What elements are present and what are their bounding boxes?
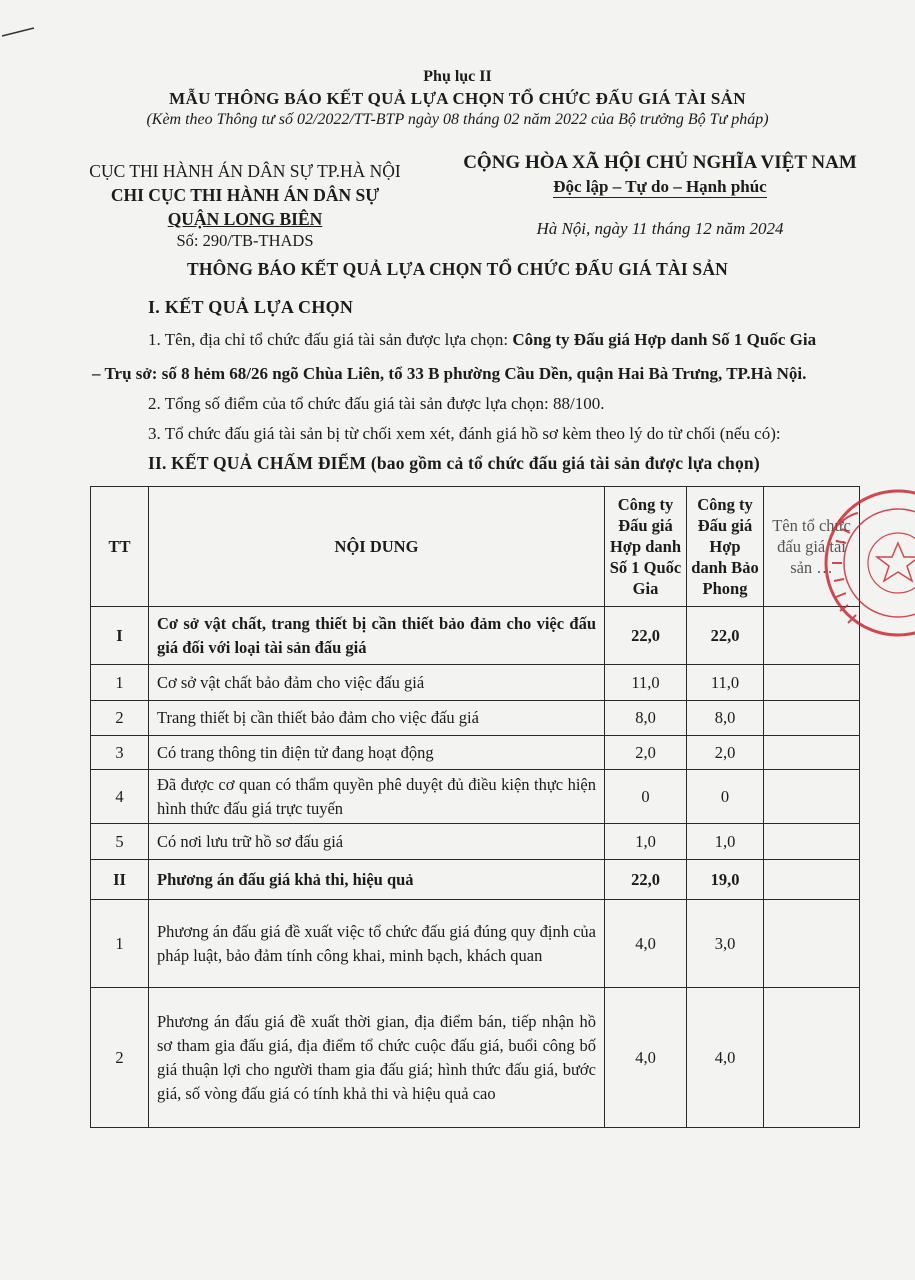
row-score-org-2: 19,0: [687, 860, 764, 900]
attached-note: (Kèm theo Thông tư số 02/2022/TT-BTP ngày 08 tháng 02 năm 2022 của Bộ trưởng Bộ Tư pháp): [146, 111, 769, 128]
table-row: [91, 860, 860, 900]
row-score-org-3: [764, 665, 860, 701]
issuer-line-2: CHI CỤC THI HÀNH ÁN DÂN SỰ: [110, 185, 380, 205]
document-number: Số: 290/TB-THADS: [176, 231, 314, 250]
row-score-org-1: 8,0: [605, 701, 687, 736]
nation-motto: [440, 177, 880, 197]
row-score-org-1: 22,0: [605, 607, 687, 665]
item-1-address: – Trụ sở: số 8 hẻm 68/26 ngõ Chùa Liên, tổ 33 B phường Cầu Dền, quận Hai Bà Trưng, TP.Hà Nội.: [92, 364, 807, 383]
section-2-heading: II. KẾT QUẢ CHẤM ĐIỂM (bao gồm cả tổ chức đấu giá tài sản được lựa chọn): [148, 453, 760, 473]
official-seal-icon: [818, 485, 915, 645]
row-score-org-2: 11,0: [687, 665, 764, 701]
item-3: 3. Tổ chức đấu giá tài sản bị từ chối xem xét, đánh giá hồ sơ kèm theo lý do từ chối (nếu có):: [148, 424, 781, 443]
table-row: [91, 900, 860, 988]
table-row: [91, 824, 860, 860]
row-content: Trang thiết bị cần thiết bảo đảm cho việc đấu giá: [149, 701, 605, 736]
row-score-org-2: 22,0: [687, 607, 764, 665]
row-tt: 2: [91, 701, 149, 736]
header-org-2: Công ty Đấu giá Hợp danh Bảo Phong: [687, 487, 764, 607]
row-score-org-1: 0: [605, 770, 687, 824]
row-score-org-1: 1,0: [605, 824, 687, 860]
row-score-org-2: 3,0: [687, 900, 764, 988]
row-score-org-3: [764, 824, 860, 860]
row-content: Có trang thông tin điện tử đang hoạt động: [149, 736, 605, 770]
item-1: [148, 328, 868, 352]
row-content: Cơ sở vật chất, trang thiết bị cần thiết bảo đảm cho việc đấu giá đối với loại tài sản đấu giá: [149, 607, 605, 665]
row-tt: II: [91, 860, 149, 900]
row-score-org-3: [764, 900, 860, 988]
item-1-org-name: Công ty Đấu giá Hợp danh Số 1 Quốc Gia: [512, 330, 817, 349]
appendix-label: Phụ lục II: [423, 68, 492, 85]
item-2: 2. Tổng số điểm của tổ chức đấu giá tài sản được lựa chọn: 88/100.: [148, 394, 605, 413]
table-row: [91, 988, 860, 1128]
row-score-org-3: [764, 988, 860, 1128]
table-row: [91, 770, 860, 824]
header-org-1: Công ty Đấu giá Hợp danh Số 1 Quốc Gia: [605, 487, 687, 607]
row-score-org-2: 2,0: [687, 736, 764, 770]
row-content: Phương án đấu giá đề xuất việc tổ chức đấu giá đúng quy định của pháp luật, bảo đảm tính công khai, minh bạch, khách quan: [149, 900, 605, 988]
row-tt: 3: [91, 736, 149, 770]
row-score-org-2: 1,0: [687, 824, 764, 860]
row-score-org-1: 22,0: [605, 860, 687, 900]
row-content: Đã được cơ quan có thẩm quyền phê duyệt đủ điều kiện thực hiện hình thức đấu giá trực tuyến: [149, 770, 605, 824]
nation-name: CỘNG HÒA XÃ HỘI CHỦ NGHĨA VIỆT NAM: [463, 152, 857, 173]
table-row: [91, 701, 860, 736]
row-tt: 1: [91, 900, 149, 988]
place-date: Hà Nội, ngày 11 tháng 12 năm 2024: [536, 219, 784, 238]
row-score-org-3: [764, 860, 860, 900]
row-tt: 2: [91, 988, 149, 1128]
row-score-org-2: 4,0: [687, 988, 764, 1128]
form-title: MẪU THÔNG BÁO KẾT QUẢ LỰA CHỌN TỔ CHỨC ĐẤU GIÁ TÀI SẢN: [169, 89, 746, 108]
issuer-line-3: [60, 209, 430, 230]
header-tt: TT: [91, 487, 149, 607]
row-tt: 1: [91, 665, 149, 701]
item-1-prefix: 1. Tên, địa chỉ tổ chức đấu giá tài sản được lựa chọn:: [148, 330, 513, 349]
issuer-line-1: CỤC THI HÀNH ÁN DÂN SỰ TP.HÀ NỘI: [89, 161, 401, 181]
nation-motto-text: Độc lập – Tự do – Hạnh phúc: [553, 177, 767, 196]
row-content: Phương án đấu giá khả thi, hiệu quả: [149, 860, 605, 900]
row-score-org-1: 11,0: [605, 665, 687, 701]
pen-mark: [0, 24, 40, 40]
section-1-heading: I. KẾT QUẢ LỰA CHỌN: [148, 297, 354, 317]
header-org-3: Tên tổ chức đấu giá tài sản …: [764, 487, 860, 607]
row-content: Có nơi lưu trữ hồ sơ đấu giá: [149, 824, 605, 860]
row-score-org-3: [764, 770, 860, 824]
row-tt: 5: [91, 824, 149, 860]
issuer-line-3-text: QUẬN LONG BIÊN: [167, 209, 323, 229]
row-score-org-1: 4,0: [605, 900, 687, 988]
row-score-org-3: [764, 701, 860, 736]
table-row: [91, 736, 860, 770]
table-row: [91, 665, 860, 701]
score-table: [90, 486, 860, 1128]
row-content: Cơ sở vật chất bảo đảm cho việc đấu giá: [149, 665, 605, 701]
table-header-row: [91, 487, 860, 607]
row-score-org-1: 2,0: [605, 736, 687, 770]
row-tt: I: [91, 607, 149, 665]
row-score-org-1: 4,0: [605, 988, 687, 1128]
row-score-org-2: 0: [687, 770, 764, 824]
row-score-org-2: 8,0: [687, 701, 764, 736]
row-content: Phương án đấu giá đề xuất thời gian, địa điểm bán, tiếp nhận hồ sơ tham gia đấu giá, địa điểm tổ chức cuộc đấu giá, buổi công bố giá thuận lợi cho người tham gia đấu giá; hình thức đấu giá, bước giá, số vòng đấu giá có tính khả thi và hiệu quả cao: [149, 988, 605, 1128]
row-tt: 4: [91, 770, 149, 824]
table-row: [91, 607, 860, 665]
notice-title: THÔNG BÁO KẾT QUẢ LỰA CHỌN TỔ CHỨC ĐẤU GIÁ TÀI SẢN: [186, 259, 729, 279]
header-content: NỘI DUNG: [149, 487, 605, 607]
row-score-org-3: [764, 736, 860, 770]
